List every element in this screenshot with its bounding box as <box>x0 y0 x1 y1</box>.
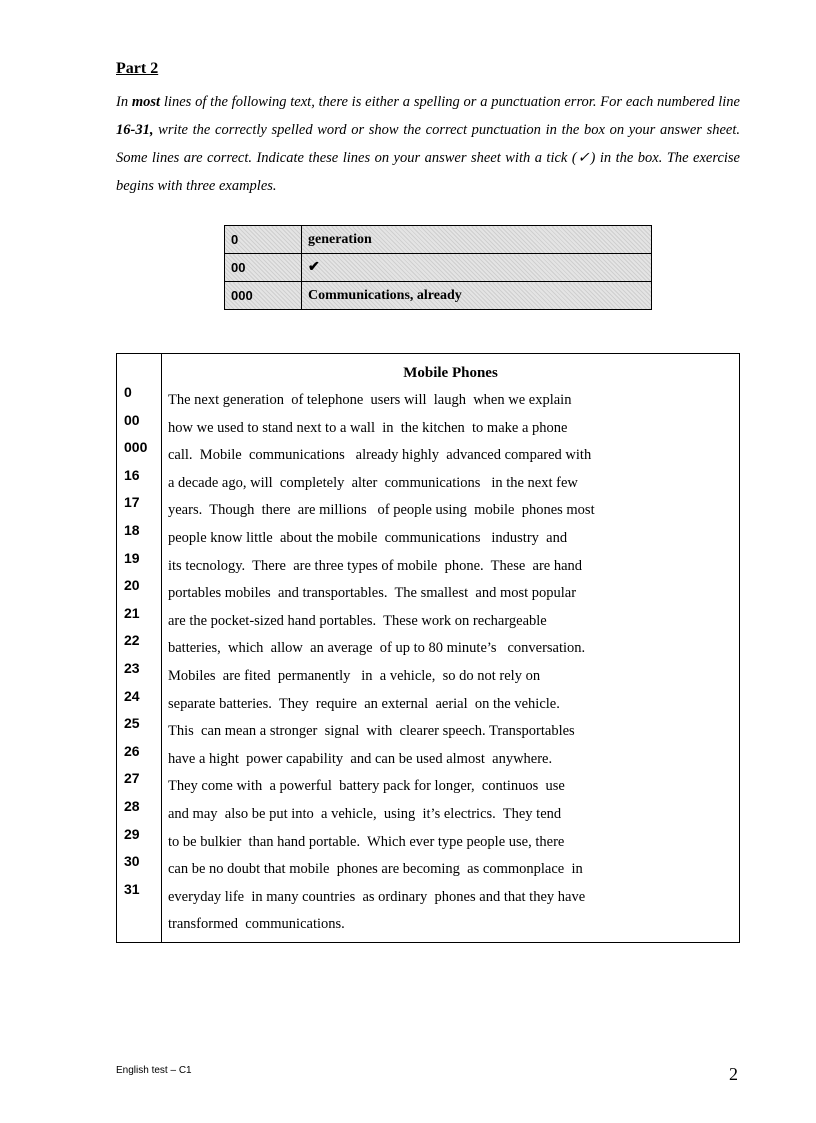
line-number: 30 <box>124 853 140 870</box>
passage-line: are the pocket-sized hand portables. These work on rechargeable <box>168 612 547 629</box>
passage-text <box>168 387 595 939</box>
passage-line: The next generation of telephone users will laugh when we explain <box>168 392 572 408</box>
line-number: 17 <box>124 494 140 511</box>
instructions-mid: lines of the following text, there is either a spelling or a punctuation error. For each numbered line <box>160 94 740 110</box>
example-answer: generation <box>302 226 652 254</box>
passage-line: transformed communications. <box>168 916 345 933</box>
part-title: Part 2 <box>116 60 159 77</box>
example-answer: Communications, already <box>302 282 652 310</box>
passage-title: Mobile Phones <box>403 365 498 381</box>
line-number: 19 <box>124 549 140 566</box>
footer-label: English test – C1 <box>116 1065 192 1076</box>
line-number: 28 <box>124 797 140 814</box>
passage-line: and may also be put into a vehicle, using it’s electrics. They tend <box>168 805 562 822</box>
instructions-rest: write the correctly spelled word or show the correct punctuation in the box on your answer sheet. Some lines are correct. Indicate these lines on your answer sheet with a tick (✓) in the box. The exercise begins with three examples. <box>116 122 740 194</box>
line-number: 24 <box>124 687 140 704</box>
line-number: 27 <box>124 770 140 787</box>
instructions-bold-range: 16-31, <box>116 122 154 138</box>
line-number: 21 <box>124 604 140 621</box>
passage-line: years. Though there are millions of people using mobile phones most <box>168 502 595 519</box>
passage-line: separate batteries. They require an external aerial on the vehicle. <box>168 695 560 712</box>
line-number: 0 <box>124 384 132 400</box>
passage-line: They come with a powerful battery pack for longer, continuos use <box>168 778 565 795</box>
passage-line: portables mobiles and transportables. The smallest and most popular <box>168 585 577 602</box>
line-number: 20 <box>124 577 140 594</box>
line-number: 23 <box>124 659 140 676</box>
passage-line: Mobiles are fited permanently in a vehicle, so do not rely on <box>168 667 541 684</box>
passage-line: have a hight power capability and can be used almost anywhere. <box>168 750 553 767</box>
example-row <box>225 282 652 310</box>
passage-line: This can mean a stronger signal with clearer speech. Transportables <box>168 723 575 740</box>
passage-line: batteries, which allow an average of up to 80 minute’s conversation. <box>168 640 586 657</box>
line-number: 000 <box>124 439 148 456</box>
passage-line: can be no doubt that mobile phones are becoming as commonplace in <box>168 861 583 878</box>
page-number: 2 <box>729 1064 738 1084</box>
instructions-prefix: In <box>116 94 132 110</box>
line-number: 00 <box>124 411 140 428</box>
instructions <box>116 88 740 200</box>
passage-line: how we used to stand next to a wall in the kitchen to make a phone <box>168 419 568 436</box>
instructions-bold-most: most <box>131 94 161 110</box>
line-number: 22 <box>124 632 140 649</box>
example-answer-tick: ✔ <box>302 254 652 282</box>
line-number: 25 <box>124 715 140 732</box>
examples-table <box>224 225 652 310</box>
example-number: 0 <box>225 226 302 254</box>
line-number: 26 <box>124 742 140 759</box>
passage-line: everyday life in many countries as ordinary phones and that they have <box>168 888 586 905</box>
example-row <box>225 226 652 254</box>
example-row <box>225 254 652 282</box>
passage-line: people know little about the mobile communications industry and <box>168 529 568 546</box>
line-number: 18 <box>124 521 140 538</box>
line-number: 29 <box>124 825 140 842</box>
passage-line: to be bulkier than hand portable. Which ever type people use, there <box>168 833 565 850</box>
line-number: 31 <box>124 880 140 897</box>
example-number: 00 <box>225 254 302 282</box>
line-number-list <box>124 379 147 903</box>
passage-box <box>116 353 740 943</box>
line-number-column <box>117 354 162 942</box>
passage-line: its tecnology. There are three types of mobile phone. These are hand <box>168 557 583 574</box>
passage-line: call. Mobile communications already highly advanced compared with <box>168 447 592 464</box>
passage-line: a decade ago, will completely alter communications in the next few <box>168 474 578 491</box>
line-number: 16 <box>124 466 140 483</box>
example-number: 000 <box>225 282 302 310</box>
